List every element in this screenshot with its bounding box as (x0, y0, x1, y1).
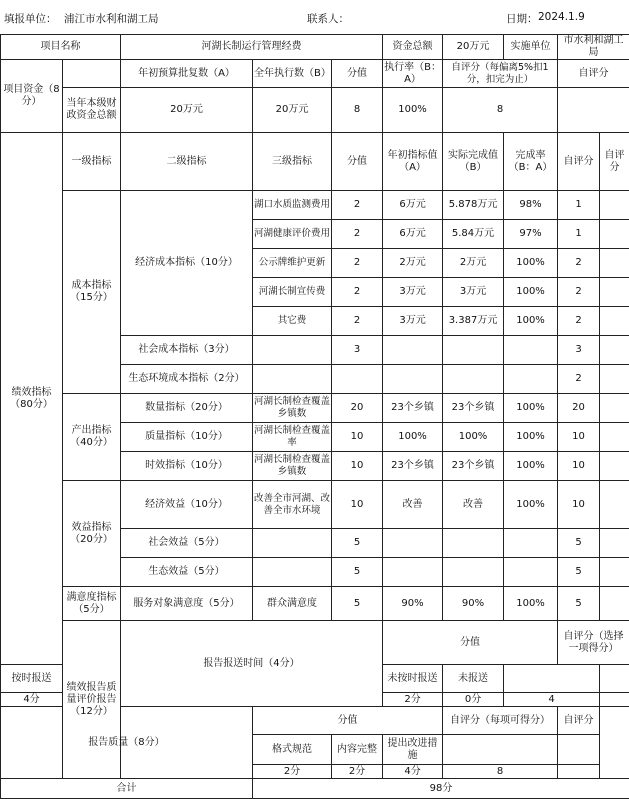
project-name-value: 河湖长制运行管理经费 (121, 35, 383, 60)
target-cell: 2万元 (383, 249, 443, 278)
target-header: 年初指标值（A） (383, 133, 443, 191)
score-cell: 5 (332, 529, 383, 558)
l3-header: 三级指标 (253, 133, 332, 191)
blank-cell (443, 529, 504, 558)
l3-cell: 河湖健康评价费用 (253, 220, 332, 249)
project-name-label: 项目名称 (1, 35, 121, 60)
l3-cell: 河湖长制检查覆盖乡镇数 (253, 394, 332, 423)
target-cell: 改善 (383, 481, 443, 529)
total-label: 合计 (1, 779, 253, 799)
dept-label: 实施单位 (504, 35, 558, 60)
blank-cell (443, 336, 504, 365)
score-value: 8 (332, 88, 383, 133)
blank-cell (600, 423, 629, 452)
output-l1: 产出指标（40分） (63, 394, 121, 481)
report-timely-score-head: 分值 (383, 621, 558, 665)
self-score-rule-header: 自评分（每偏离5%扣1分，扣完为止） (443, 60, 558, 88)
perf-self-header: 自评分 (558, 133, 600, 191)
rate-value: 100% (383, 88, 443, 133)
self-cell: 5 (558, 587, 600, 621)
score-cell: 2 (332, 220, 383, 249)
self-cell: 10 (558, 481, 600, 529)
l3-cell: 公示牌维护更新 (253, 249, 332, 278)
unit-label: 填报单位： (4, 11, 57, 26)
benefit-l1: 效益指标（20分） (63, 481, 121, 587)
l2-cell: 时效指标（10分） (121, 452, 253, 481)
self-cell: 20 (558, 394, 600, 423)
option-cell: 格式规范 (253, 735, 332, 765)
blank-cell (600, 336, 629, 365)
evaluation-table (0, 34, 629, 799)
blank-cell (600, 191, 629, 220)
self-score-header: 自评分 (558, 60, 629, 88)
self-cell: 10 (558, 452, 600, 481)
report-section-label: 绩效报告质量评价报告（12分） (63, 621, 121, 779)
project-row (1, 35, 629, 60)
l3-cell: 河湖长制宣传费 (253, 278, 332, 307)
l3-cell: 河湖长制检查覆盖乡镇数 (253, 452, 332, 481)
score-cell: 2 (332, 191, 383, 220)
contact-label: 联系人： (307, 11, 349, 26)
table-row (1, 191, 629, 220)
self-score-value: 8 (443, 88, 558, 133)
rate-cell: 98% (504, 191, 558, 220)
budget-header: 年初预算批复数（A） (121, 60, 253, 88)
perf-self-header-2: 自评分 (600, 133, 629, 191)
blank-cell (600, 587, 629, 621)
date-value: 2024.1.9 (538, 11, 585, 23)
option-cell: 提出改进措施 (383, 735, 443, 765)
blank-cell (383, 558, 443, 587)
l3-cell: 群众满意度 (253, 587, 332, 621)
self-cell: 3 (558, 336, 600, 365)
score-header: 分值 (332, 60, 383, 88)
table-row (1, 394, 629, 423)
self-cell: 5 (558, 558, 600, 587)
rate-cell: 100% (504, 423, 558, 452)
report-quality-label: 报告质量（8分） (1, 707, 253, 779)
self-cell: 2 (558, 249, 600, 278)
blank-cell (504, 665, 600, 693)
option-cell: 按时报送 (1, 665, 63, 693)
report-quality-self: 8 (443, 765, 558, 779)
blank-cell (253, 336, 332, 365)
target-cell: 100% (383, 423, 443, 452)
l3-cell: 河湖长制检查覆盖率 (253, 423, 332, 452)
rate-cell: 97% (504, 220, 558, 249)
budget-value: 20万元 (121, 88, 253, 133)
actual-cell: 100% (443, 423, 504, 452)
funds-section-label: 项目资金（8分） (1, 60, 63, 133)
score-cell: 20 (332, 394, 383, 423)
blank-cell (504, 529, 558, 558)
blank-cell (600, 307, 629, 336)
actual-cell: 3万元 (443, 278, 504, 307)
score-cell: 10 (332, 423, 383, 452)
option-score-cell: 4分 (1, 693, 63, 707)
l2-cell: 社会效益（5分） (121, 529, 253, 558)
actual-value: 20万元 (253, 88, 332, 133)
rate-cell: 100% (504, 278, 558, 307)
target-cell: 23个乡镇 (383, 394, 443, 423)
option-score-cell: 4分 (383, 765, 443, 779)
target-cell: 3万元 (383, 307, 443, 336)
blank-cell (600, 278, 629, 307)
l3-cell: 改善全市河湖、改善全市水环境 (253, 481, 332, 529)
unit-value: 浦江市水利和湖工局 (64, 11, 159, 26)
self-cell: 10 (558, 423, 600, 452)
actual-cell: 2万元 (443, 249, 504, 278)
option-cell: 未报送 (443, 665, 504, 693)
blank-cell (600, 481, 629, 529)
self-cell: 2 (558, 365, 600, 394)
self-cell: 2 (558, 307, 600, 336)
actual-cell: 改善 (443, 481, 504, 529)
dept-value: 市水利和湖工局 (558, 35, 629, 60)
actual-cell: 23个乡镇 (443, 394, 504, 423)
rate-cell: 100% (504, 249, 558, 278)
cost-eco-l2: 生态环境成本指标（2分） (121, 365, 253, 394)
blank-cell (383, 336, 443, 365)
l3-cell: 其它费 (253, 307, 332, 336)
target-cell: 3万元 (383, 278, 443, 307)
report-quality-self-head: 自评分（每项可得分） (443, 707, 558, 735)
blank-cell (253, 558, 332, 587)
blank-cell (600, 693, 629, 707)
rate-cell: 100% (504, 587, 558, 621)
report-timely-self-head: 自评分（选择一项得分） (558, 621, 629, 665)
option-score-cell: 2分 (253, 765, 332, 779)
blank-cell (600, 665, 629, 693)
option-score-cell: 0分 (443, 693, 504, 707)
score-cell: 2 (332, 307, 383, 336)
l2-cell: 经济效益（10分） (121, 481, 253, 529)
blank-cell (383, 529, 443, 558)
actual-header-perf: 实际完成值（B） (443, 133, 504, 191)
cost-social-l2: 社会成本指标（3分） (121, 336, 253, 365)
funds-value: 20万元 (443, 35, 504, 60)
rate-header: 执行率（B：A） (383, 60, 443, 88)
blank-cell (600, 452, 629, 481)
target-cell: 23个乡镇 (383, 452, 443, 481)
blank-cell (504, 365, 558, 394)
self-cell: 2 (558, 278, 600, 307)
actual-header: 全年执行数（B） (253, 60, 332, 88)
rate-cell: 100% (504, 307, 558, 336)
self-cell: 1 (558, 191, 600, 220)
total-value: 98分 (253, 779, 629, 799)
table-row (1, 587, 629, 621)
blank-cell (443, 558, 504, 587)
score-cell: 5 (332, 587, 383, 621)
rate-header-perf: 完成率（B：A） (504, 133, 558, 191)
blank-cell (253, 365, 332, 394)
actual-cell: 5.84万元 (443, 220, 504, 249)
cost-econ-l2: 经济成本指标（10分） (121, 191, 253, 336)
perf-score-header: 分值 (332, 133, 383, 191)
blank-cell (558, 735, 600, 765)
self-score-blank (558, 88, 629, 133)
score-cell: 3 (332, 336, 383, 365)
blank-cell (600, 529, 629, 558)
satisfaction-l1: 满意度指标（5分） (63, 587, 121, 621)
report-quality-score-head: 分值 (253, 707, 443, 735)
actual-cell: 3.387万元 (443, 307, 504, 336)
actual-cell: 90% (443, 587, 504, 621)
blank-cell (600, 394, 629, 423)
score-cell: 10 (332, 452, 383, 481)
score-cell: 10 (332, 481, 383, 529)
report-timely-label: 报告报送时间（4分） (121, 621, 383, 707)
blank-cell (383, 365, 443, 394)
blank-cell (600, 558, 629, 587)
table-row (1, 481, 629, 529)
rate-cell: 100% (504, 394, 558, 423)
funds-label: 资金总额 (383, 35, 443, 60)
actual-cell: 23个乡镇 (443, 452, 504, 481)
form-header (0, 0, 629, 34)
perf-section-label: 绩效指标（80分） (1, 133, 63, 665)
target-cell: 6万元 (383, 220, 443, 249)
option-cell: 未按时报送 (383, 665, 443, 693)
rate-cell: 100% (504, 481, 558, 529)
l2-cell: 质量指标（10分） (121, 423, 253, 452)
funds-value-row (1, 88, 629, 133)
score-cell: 5 (332, 558, 383, 587)
l2-cell: 生态效益（5分） (121, 558, 253, 587)
l2-cell: 数量指标（20分） (121, 394, 253, 423)
report-timely-head (1, 621, 629, 665)
blank-cell (600, 220, 629, 249)
l2-cell: 服务对象满意度（5分） (121, 587, 253, 621)
total-row (1, 779, 629, 799)
option-score-cell: 2分 (383, 693, 443, 707)
l2-header: 二级指标 (121, 133, 253, 191)
blank-cell (504, 558, 558, 587)
report-quality-self-head-2: 自评分 (558, 707, 600, 735)
self-cell: 5 (558, 529, 600, 558)
actual-cell: 5.878万元 (443, 191, 504, 220)
self-cell: 1 (558, 220, 600, 249)
score-cell: 2 (332, 278, 383, 307)
option-cell: 内容完整 (332, 735, 383, 765)
blank-cell (443, 735, 558, 765)
score-cell: 2 (332, 249, 383, 278)
date-label: 日期： (506, 11, 538, 26)
blank-cell (253, 529, 332, 558)
option-score-cell: 2分 (332, 765, 383, 779)
blank-cell (504, 336, 558, 365)
l3-cell: 湖口水质监测费用 (253, 191, 332, 220)
target-cell: 6万元 (383, 191, 443, 220)
blank-cell (600, 365, 629, 394)
funds-row-label: 当年本级财政资金总额 (63, 88, 121, 133)
target-cell: 90% (383, 587, 443, 621)
report-timely-self: 4 (504, 693, 600, 707)
perf-header-row (1, 133, 629, 191)
blank-cell (600, 249, 629, 278)
blank-cell (443, 365, 504, 394)
l1-header: 一级指标 (63, 133, 121, 191)
funds-header-row (1, 60, 629, 88)
blank-cell (332, 365, 383, 394)
rate-cell: 100% (504, 452, 558, 481)
blank-cell (558, 765, 600, 779)
cost-l1: 成本指标（15分） (63, 191, 121, 394)
funds-blank-cell (63, 60, 121, 88)
